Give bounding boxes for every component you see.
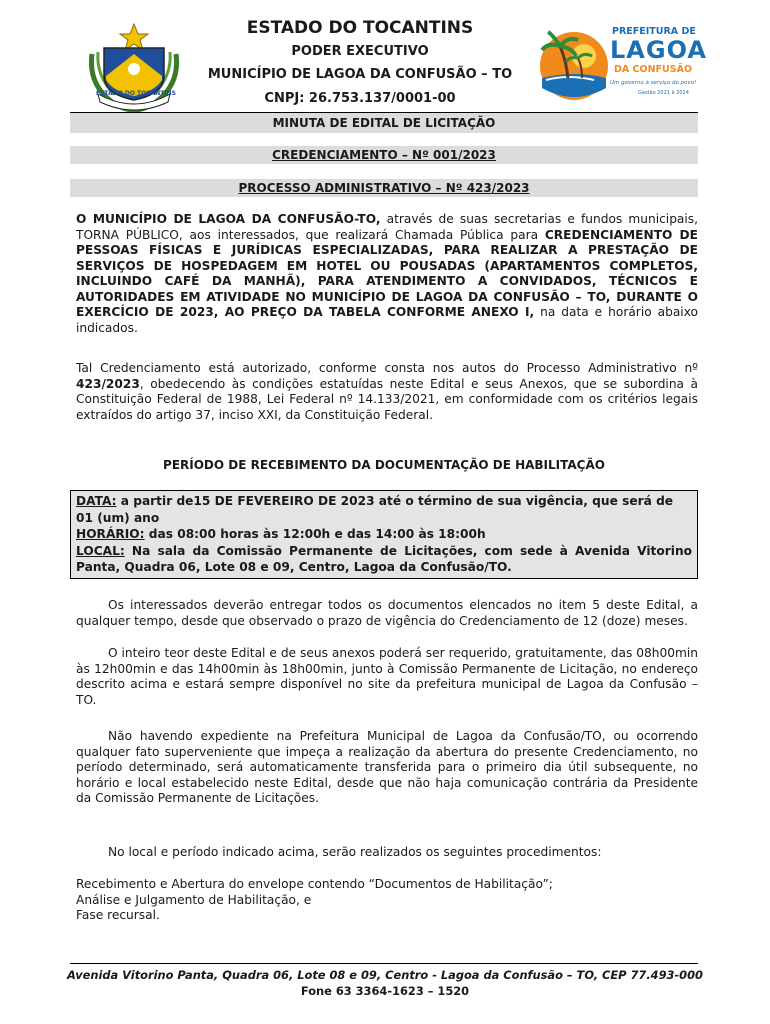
procedures-list <box>76 877 698 924</box>
period-date <box>76 493 692 526</box>
footer-phone: Fone 63 3364-1623 – 1520 <box>300 984 470 998</box>
period-time <box>76 526 692 543</box>
footer-divider <box>70 963 698 964</box>
paragraph-documents-text: Os interessados deverão entregar todos os documentos elencados no item 5 deste Edital, a qualquer tempo, desde que observado o prazo de vigência do Credenciamento de 12 (doze) meses. <box>76 598 698 628</box>
processo-text: PROCESSO ADMINISTRATIVO – Nº 423/2023 <box>238 181 530 195</box>
header-cnpj: CNPJ: 26.753.137/0001-00 <box>264 91 456 106</box>
time-label: HORÁRIO: <box>76 527 145 541</box>
paragraph-procedures-intro <box>76 845 698 861</box>
logo-line2: LAGOA <box>610 36 707 64</box>
minuta-title: MINUTA DE EDITAL DE LICITAÇÃO <box>70 112 698 133</box>
auth-text1: Tal Credenciamento está autorizado, conforme consta nos autos do Processo Administrativo nº <box>76 361 698 375</box>
time-value: das 08:00 horas às 12:00h e das 14:00 às 18:00h <box>144 527 486 541</box>
list-item: Análise e Julgamento de Habilitação, e <box>76 892 312 907</box>
paragraph-documents <box>76 598 698 629</box>
intro-bold-start: O MUNICÍPIO DE LAGOA DA CONFUSÃO-TO, <box>76 212 381 226</box>
period-place <box>76 543 692 576</box>
logo-line3: DA CONFUSÃO <box>614 64 693 75</box>
auth-process-number: 423/2023 <box>76 376 140 391</box>
logo-term: Gestão 2021 à 2024 <box>638 90 689 96</box>
list-item: Fase recursal. <box>76 908 160 922</box>
date-value: a partir de15 DE FEVEREIRO DE 2023 até o término de sua vigência, que será de 01 (um) ano <box>76 494 674 525</box>
auth-text2: , obedecendo às condições estatuídas neste Edital e seus Anexos, que se subordina à Constituição Federal de 1988, Lei Federal nº 14.133/2021, em conformidade com os critérios legais extraídos do artigo 37, inciso XXI, da Constituição Federal. <box>76 376 698 422</box>
credenciamento-title <box>70 146 698 164</box>
header-municipality: MUNICÍPIO DE LAGOA DA CONFUSÃO – TO <box>207 67 513 82</box>
intro-text1: através de suas secretarias e fundos municipais, TORNA PÚBLICO, aos interessados, que realizará Chamada Pública para <box>76 212 699 242</box>
processo-title <box>70 179 698 197</box>
state-seal-icon <box>84 14 184 114</box>
place-value: Na sala da Comissão Permanente de Licitações, com sede à Avenida Vitorino Panta, Quadra 06, Lote 08 e 09, Centro, Lagoa da Confusão/TO. <box>76 543 692 574</box>
paragraph-edital-request-text: O inteiro teor deste Edital e de seus anexos poderá ser requerido, gratuitamente, das 08h00min às 12h00min e das 14h00min às 18h00min, junto à Comissão Permanente de Licitação, no endereço descrito acima e estará sempre disponível no site da prefeitura municipal de Lagoa da Confusão – TO. <box>76 646 698 707</box>
date-label: DATA: <box>76 494 117 508</box>
list-item: Recebimento e Abertura do envelope contendo “Documentos de Habilitação”; <box>76 877 553 891</box>
logo-slogan: Um governo à serviço do povo! <box>610 80 697 86</box>
paragraph-no-business <box>76 729 698 807</box>
footer-address: Avenida Vitorino Panta, Quadra 06, Lote 08 e 09, Centro - Lagoa da Confusão – TO, CEP 77.493-000 <box>67 968 703 982</box>
place-label: LOCAL: <box>76 543 125 558</box>
authorization-paragraph <box>76 361 698 423</box>
seal-caption: ESTADO DO TOCANTINS <box>96 90 176 97</box>
header-state: ESTADO DO TOCANTINS <box>246 18 474 38</box>
credenciamento-text: CREDENCIAMENTO – Nº 001/2023 <box>272 148 496 162</box>
paragraph-no-business-text: Não havendo expediente na Prefeitura Municipal de Lagoa da Confusão/TO, ou ocorrendo qualquer fato superveniente que impeça a realização da abertura do presente Credenciamento, no período determinado, será automaticamente transferida para o primeiro dia útil subsequente, no horário e local estabelecido neste Edital, desde que não haja comunicação contrária da Presidente da Comissão Permanente de Licitações. <box>76 729 698 805</box>
period-box <box>70 490 698 579</box>
period-title: PERÍODO DE RECEBIMENTO DA DOCUMENTAÇÃO DE HABILITAÇÃO <box>163 458 605 472</box>
intro-text2: na data e horário abaixo indicados. <box>76 305 698 335</box>
logo-line1: PREFEITURA DE <box>612 26 696 37</box>
municipality-logo <box>538 22 707 112</box>
header-branch: PODER EXECUTIVO <box>291 44 429 59</box>
beach-island-icon <box>538 26 610 106</box>
intro-paragraph <box>76 212 698 336</box>
paragraph-edital-request <box>76 646 698 708</box>
intro-bold-object: CREDENCIAMENTO DE PESSOAS FÍSICAS E JURÍDICAS ESPECIALIZADAS, PARA REALIZAR A PRESTAÇÃO DE SERVIÇOS DE HOSPEDAGEM EM HOTEL OU POUSADAS (APARTAMENTOS COMPLETOS, INCLUINDO CAFÉ DA MANHÃ), PARA ATENDIMENTO A CONVIDADOS, TÉCNICOS E AUTORIDADES EM ATIVIDADE NO MUNICÍPIO DE LAGOA DA CONFUSÃO – TO, DURANTE O EXERCÍCIO DE 2023, AO PREÇO DA TABELA CONFORME ANEXO I, <box>76 227 698 319</box>
paragraph-procedures-intro-text: No local e período indicado acima, serão realizados os seguintes procedimentos: <box>108 845 602 859</box>
